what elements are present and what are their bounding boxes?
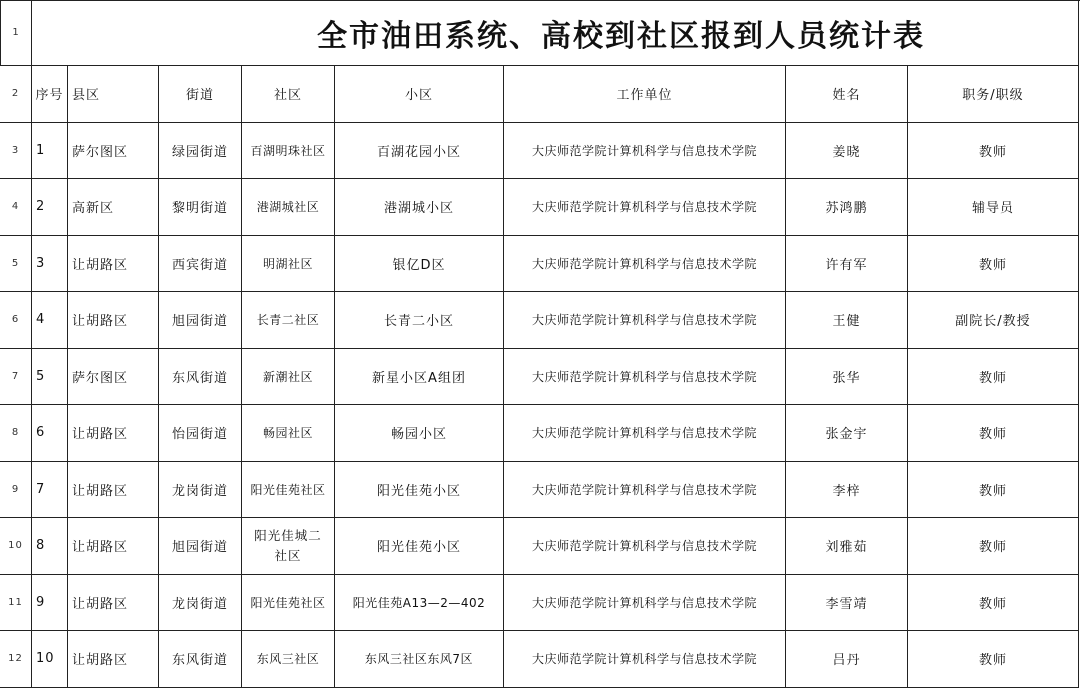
row-number[interactable]: 8 xyxy=(0,405,32,462)
cell-unit[interactable]: 大庆师范学院计算机科学与信息技术学院 xyxy=(504,179,786,236)
cell-community[interactable]: 百湖明珠社区 xyxy=(242,123,335,180)
row-number[interactable]: 3 xyxy=(0,123,32,180)
cell-seq[interactable]: 1 xyxy=(32,123,68,180)
row-number[interactable]: 9 xyxy=(0,462,32,519)
cell-name[interactable]: 许有军 xyxy=(786,236,908,293)
cell-position[interactable]: 教师 xyxy=(908,349,1079,406)
cell-community[interactable]: 东风三社区 xyxy=(242,631,335,688)
cell-unit[interactable]: 大庆师范学院计算机科学与信息技术学院 xyxy=(504,462,786,519)
cell-xiaoqu[interactable]: 港湖城小区 xyxy=(335,179,504,236)
cell-district[interactable]: 让胡路区 xyxy=(68,518,159,575)
cell-unit[interactable]: 大庆师范学院计算机科学与信息技术学院 xyxy=(504,575,786,632)
cell-street[interactable]: 龙岗街道 xyxy=(159,462,242,519)
header-district[interactable]: 县区 xyxy=(68,66,159,123)
cell-seq[interactable]: 4 xyxy=(32,292,68,349)
cell-street[interactable]: 怡园街道 xyxy=(159,405,242,462)
cell-name[interactable]: 吕丹 xyxy=(786,631,908,688)
cell-position[interactable]: 教师 xyxy=(908,236,1079,293)
row-number[interactable]: 5 xyxy=(0,236,32,293)
row-number[interactable]: 10 xyxy=(0,518,32,575)
cell-community[interactable]: 畅园社区 xyxy=(242,405,335,462)
cell-position[interactable]: 教师 xyxy=(908,123,1079,180)
cell-community[interactable]: 阳光佳城二社区 xyxy=(242,518,335,575)
cell-xiaoqu[interactable]: 百湖花园小区 xyxy=(335,123,504,180)
cell-street[interactable]: 龙岗街道 xyxy=(159,575,242,632)
cell-street[interactable]: 东风街道 xyxy=(159,631,242,688)
cell-district[interactable]: 让胡路区 xyxy=(68,405,159,462)
cell-seq[interactable]: 6 xyxy=(32,405,68,462)
cell-name[interactable]: 李梓 xyxy=(786,462,908,519)
cell-xiaoqu[interactable]: 畅园小区 xyxy=(335,405,504,462)
header-seq[interactable]: 序号 xyxy=(32,66,68,123)
cell-district[interactable]: 萨尔图区 xyxy=(68,123,159,180)
cell-district[interactable]: 让胡路区 xyxy=(68,236,159,293)
cell-unit[interactable]: 大庆师范学院计算机科学与信息技术学院 xyxy=(504,123,786,180)
cell-name[interactable]: 张金宇 xyxy=(786,405,908,462)
cell-community[interactable]: 阳光佳苑社区 xyxy=(242,462,335,519)
header-position[interactable]: 职务/职级 xyxy=(908,66,1079,123)
cell-name[interactable]: 张华 xyxy=(786,349,908,406)
cell-seq[interactable]: 5 xyxy=(32,349,68,406)
cell-seq[interactable]: 10 xyxy=(32,631,68,688)
cell-street[interactable]: 旭园街道 xyxy=(159,292,242,349)
cell-seq[interactable]: 8 xyxy=(32,518,68,575)
cell-street[interactable]: 旭园街道 xyxy=(159,518,242,575)
cell-position[interactable]: 教师 xyxy=(908,631,1079,688)
cell-district[interactable]: 让胡路区 xyxy=(68,631,159,688)
cell-xiaoqu[interactable]: 东风三社区东风7区 xyxy=(335,631,504,688)
header-street[interactable]: 街道 xyxy=(159,66,242,123)
table-title[interactable]: 全市油田系统、高校到社区报到人员统计表 xyxy=(32,0,1079,66)
cell-name[interactable]: 刘雅茹 xyxy=(786,518,908,575)
cell-position[interactable]: 副院长/教授 xyxy=(908,292,1079,349)
cell-name[interactable]: 姜晓 xyxy=(786,123,908,180)
row-number[interactable]: 4 xyxy=(0,179,32,236)
cell-district[interactable]: 高新区 xyxy=(68,179,159,236)
cell-street[interactable]: 西宾街道 xyxy=(159,236,242,293)
row-number[interactable]: 7 xyxy=(0,349,32,406)
cell-street[interactable]: 东风街道 xyxy=(159,349,242,406)
header-name[interactable]: 姓名 xyxy=(786,66,908,123)
cell-community[interactable]: 长青二社区 xyxy=(242,292,335,349)
header-unit[interactable]: 工作单位 xyxy=(504,66,786,123)
top-border xyxy=(0,0,1080,1)
cell-unit[interactable]: 大庆师范学院计算机科学与信息技术学院 xyxy=(504,631,786,688)
row-number[interactable]: 1 xyxy=(0,0,32,66)
cell-street[interactable]: 黎明街道 xyxy=(159,179,242,236)
cell-unit[interactable]: 大庆师范学院计算机科学与信息技术学院 xyxy=(504,518,786,575)
cell-position[interactable]: 辅导员 xyxy=(908,179,1079,236)
cell-seq[interactable]: 7 xyxy=(32,462,68,519)
row-number[interactable]: 6 xyxy=(0,292,32,349)
cell-xiaoqu[interactable]: 新星小区A组团 xyxy=(335,349,504,406)
cell-xiaoqu[interactable]: 阳光佳苑A13—2—402 xyxy=(335,575,504,632)
cell-district[interactable]: 让胡路区 xyxy=(68,462,159,519)
header-community[interactable]: 社区 xyxy=(242,66,335,123)
cell-position[interactable]: 教师 xyxy=(908,462,1079,519)
cell-street[interactable]: 绿园街道 xyxy=(159,123,242,180)
cell-xiaoqu[interactable]: 长青二小区 xyxy=(335,292,504,349)
cell-district[interactable]: 让胡路区 xyxy=(68,575,159,632)
cell-name[interactable]: 苏鸿鹏 xyxy=(786,179,908,236)
cell-district[interactable]: 萨尔图区 xyxy=(68,349,159,406)
row-number[interactable]: 11 xyxy=(0,575,32,632)
cell-district[interactable]: 让胡路区 xyxy=(68,292,159,349)
cell-unit[interactable]: 大庆师范学院计算机科学与信息技术学院 xyxy=(504,405,786,462)
cell-unit[interactable]: 大庆师范学院计算机科学与信息技术学院 xyxy=(504,349,786,406)
cell-community[interactable]: 港湖城社区 xyxy=(242,179,335,236)
cell-name[interactable]: 李雪靖 xyxy=(786,575,908,632)
cell-community[interactable]: 明湖社区 xyxy=(242,236,335,293)
cell-community[interactable]: 新潮社区 xyxy=(242,349,335,406)
cell-xiaoqu[interactable]: 阳光佳苑小区 xyxy=(335,518,504,575)
cell-seq[interactable]: 9 xyxy=(32,575,68,632)
cell-seq[interactable]: 2 xyxy=(32,179,68,236)
cell-name[interactable]: 王健 xyxy=(786,292,908,349)
cell-xiaoqu[interactable]: 阳光佳苑小区 xyxy=(335,462,504,519)
row-number[interactable]: 12 xyxy=(0,631,32,688)
row-number[interactable]: 2 xyxy=(0,66,32,123)
cell-unit[interactable]: 大庆师范学院计算机科学与信息技术学院 xyxy=(504,236,786,293)
cell-position[interactable]: 教师 xyxy=(908,405,1079,462)
cell-unit[interactable]: 大庆师范学院计算机科学与信息技术学院 xyxy=(504,292,786,349)
cell-position[interactable]: 教师 xyxy=(908,575,1079,632)
cell-position[interactable]: 教师 xyxy=(908,518,1079,575)
cell-xiaoqu[interactable]: 银亿D区 xyxy=(335,236,504,293)
cell-community[interactable]: 阳光佳苑社区 xyxy=(242,575,335,632)
cell-seq[interactable]: 3 xyxy=(32,236,68,293)
header-xiaoqu[interactable]: 小区 xyxy=(335,66,504,123)
